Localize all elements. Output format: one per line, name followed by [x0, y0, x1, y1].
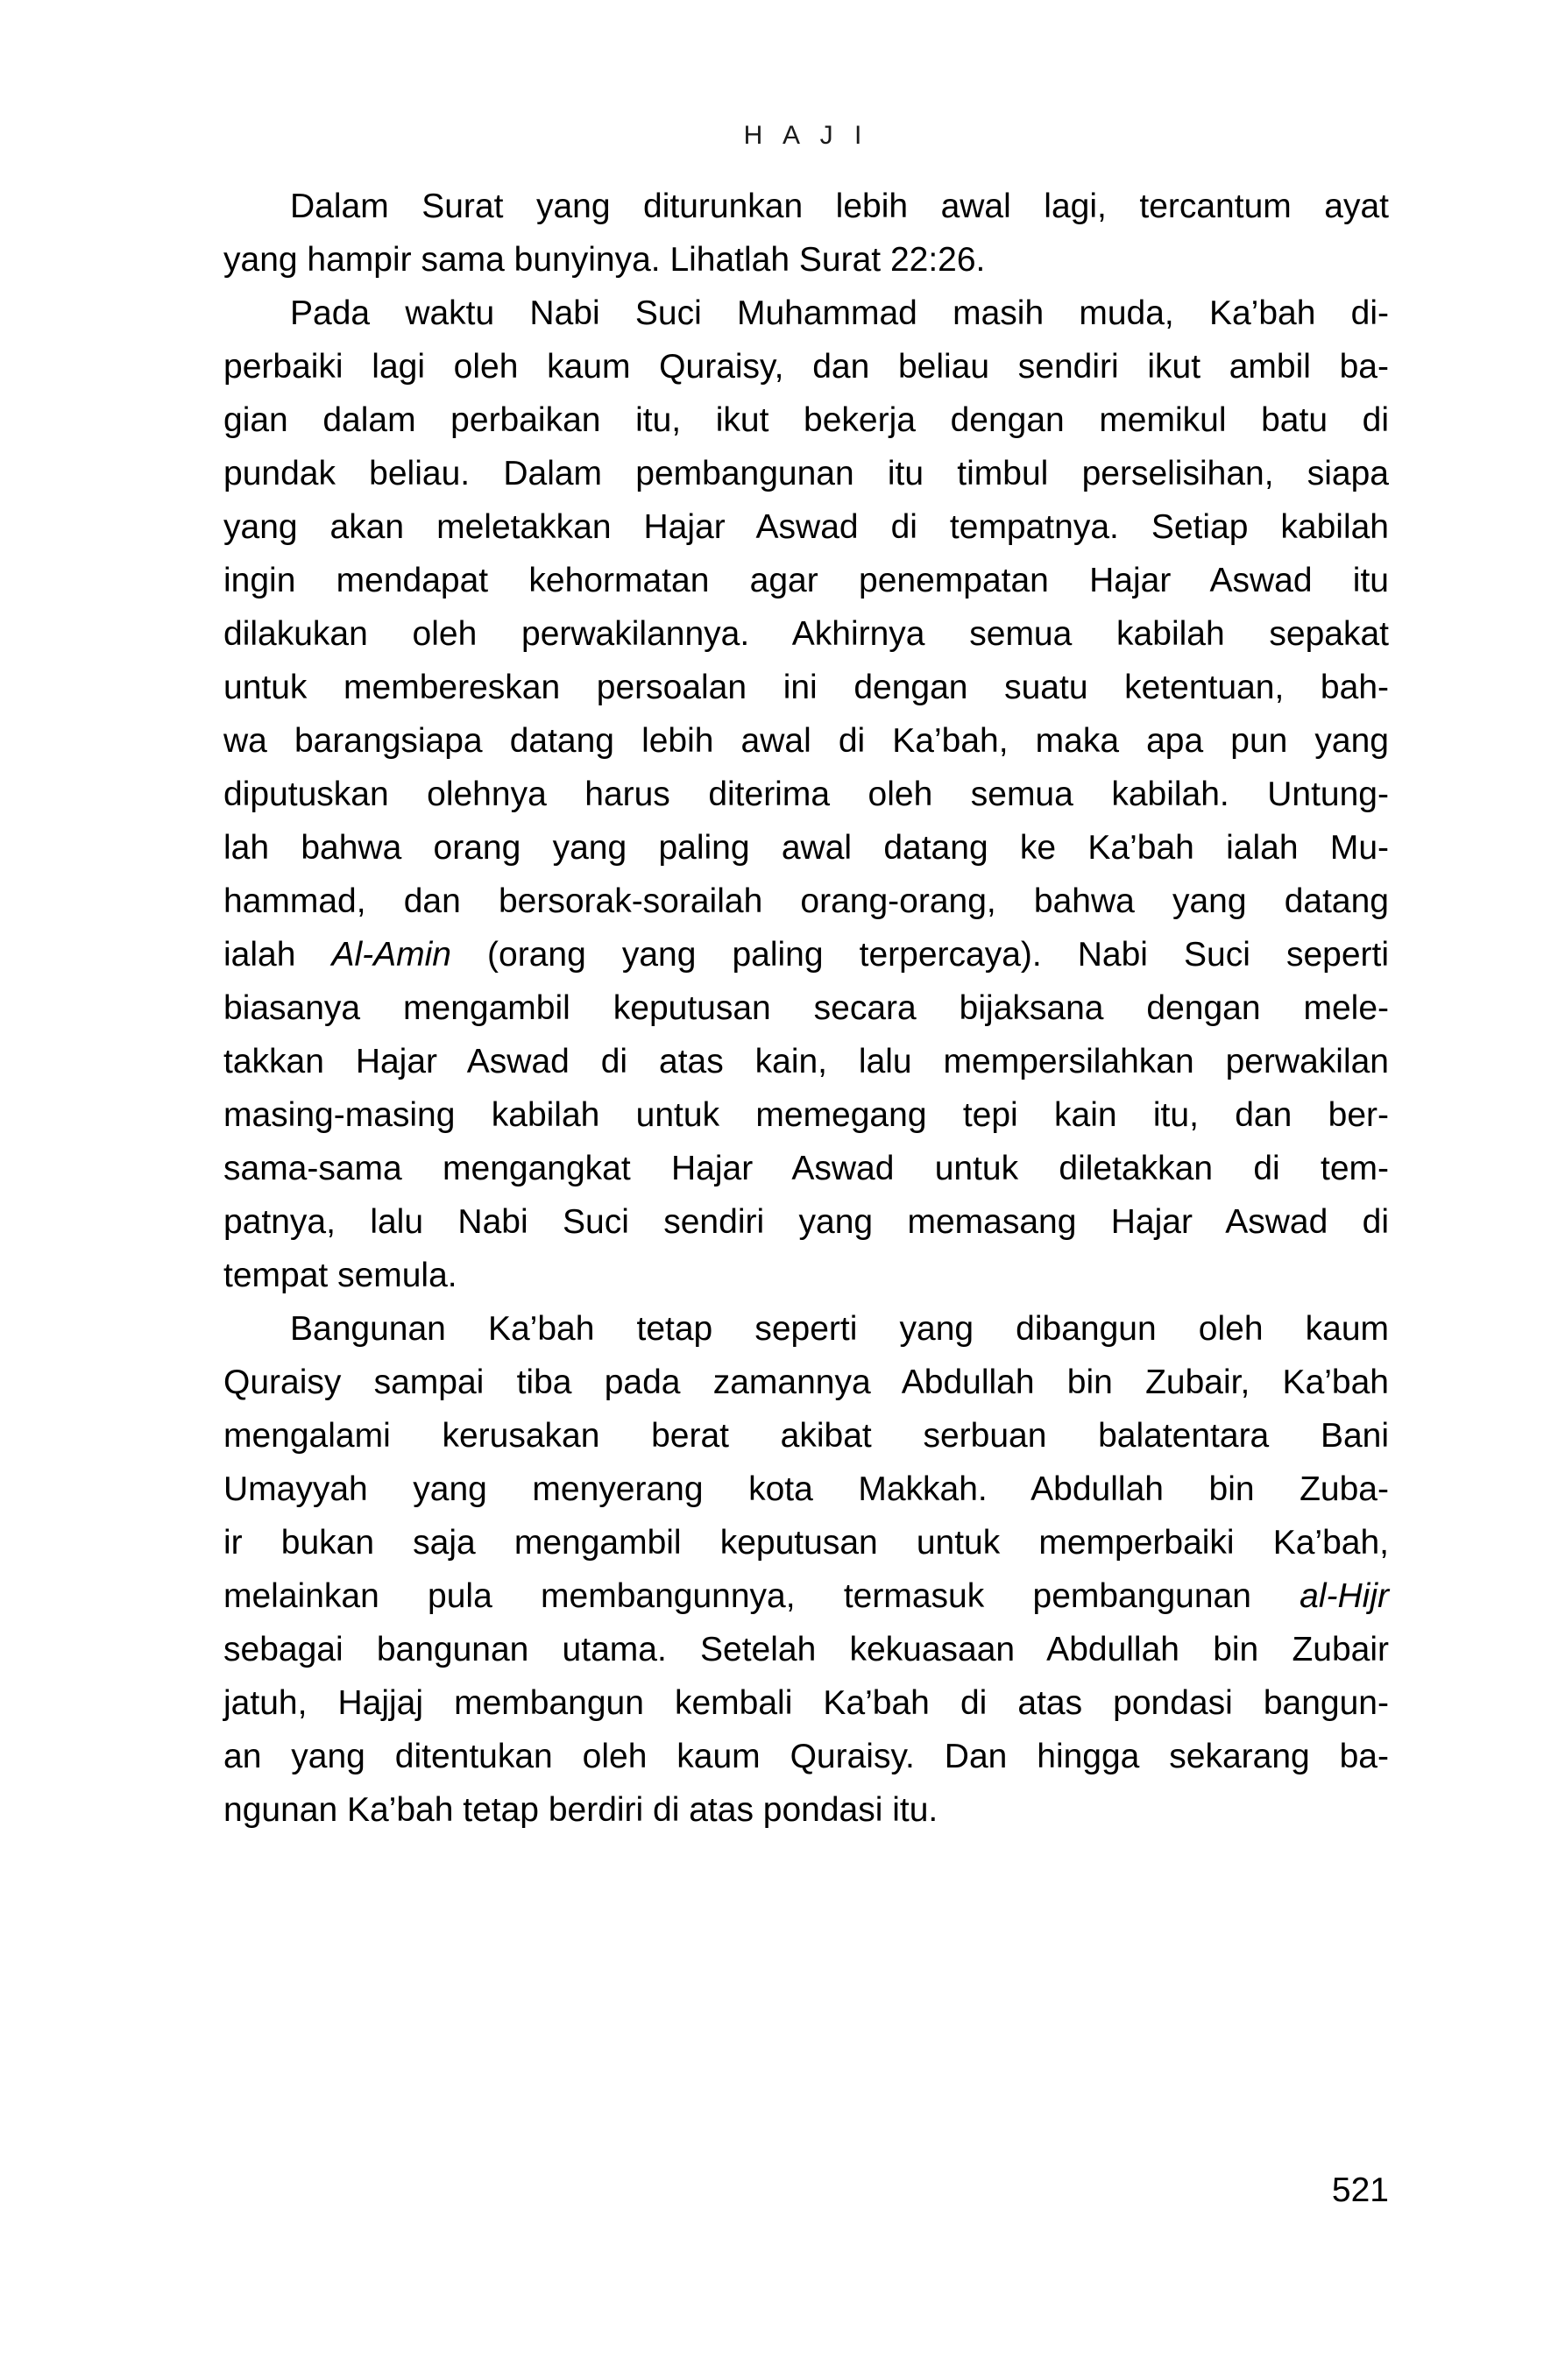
text-line [223, 928, 1389, 981]
page-number: 521 [1331, 2171, 1389, 2209]
text-line [223, 1676, 1389, 1730]
text-segment: yang akan meletakkan Hajar Aswad di tempatnya. Setiap kabilah [223, 508, 1389, 546]
text-segment: lah bahwa orang yang paling awal datang ke Ka’bah ialah Mu- [223, 829, 1389, 867]
text-segment: wa barangsiapa datang lebih awal di Ka’bah, maka apa pun yang [223, 722, 1389, 760]
text-line [223, 1783, 1389, 1837]
text-line [223, 447, 1389, 500]
paragraph [223, 180, 1389, 287]
text-segment: melainkan pula membangunnya, termasuk pembangunan [223, 1577, 1300, 1615]
text-segment: diputuskan olehnya harus diterima oleh semua kabilah. Untung- [223, 776, 1389, 813]
text-segment: sebagai bangunan utama. Setelah kekuasaan Abdullah bin Zubair [223, 1631, 1389, 1668]
text-segment: Bangunan Ka’bah tetap seperti yang dibangun oleh kaum [290, 1310, 1389, 1348]
text-segment: gian dalam perbaikan itu, ikut bekerja dengan memikul batu di [223, 401, 1389, 439]
text-line [223, 1623, 1389, 1676]
text-segment: mengalami kerusakan berat akibat serbuan balatentara Bani [223, 1417, 1389, 1455]
paragraph [223, 287, 1389, 1302]
text-line [223, 1516, 1389, 1569]
text-line [223, 1302, 1389, 1356]
text-line [223, 1249, 1389, 1302]
running-header: H A J I [743, 121, 869, 150]
text-line [223, 393, 1389, 447]
text-segment: Dalam Surat yang diturunkan lebih awal lagi, tercantum ayat [290, 188, 1389, 225]
text-segment: jatuh, Hajjaj membangun kembali Ka’bah di atas pondasi bangun- [223, 1684, 1389, 1722]
italic-text: Al-Amin [331, 936, 451, 974]
text-segment: dilakukan oleh perwakilannya. Akhirnya semua kabilah sepakat [223, 615, 1389, 653]
text-line [223, 287, 1389, 340]
text-segment: an yang ditentukan oleh kaum Quraisy. Dan hingga sekarang ba- [223, 1738, 1389, 1775]
paragraph [223, 1302, 1389, 1837]
text-segment: ialah [223, 936, 332, 974]
text-segment: (orang yang paling terpercaya). Nabi Suci seperti [451, 936, 1390, 974]
body-text [223, 180, 1389, 1837]
text-segment: tempat semula. [223, 1257, 457, 1294]
text-line [223, 233, 1389, 287]
text-segment: untuk membereskan persoalan ini dengan suatu ketentuan, bah- [223, 669, 1389, 706]
text-line [223, 607, 1389, 661]
text-line [223, 1356, 1389, 1409]
text-line [223, 661, 1389, 714]
text-line [223, 1195, 1389, 1249]
text-segment: sama-sama mengangkat Hajar Aswad untuk diletakkan di tem- [223, 1150, 1389, 1187]
text-segment: perbaiki lagi oleh kaum Quraisy, dan beliau sendiri ikut ambil ba- [223, 348, 1389, 386]
text-line [223, 1730, 1389, 1783]
text-line [223, 1569, 1389, 1623]
text-line [223, 1463, 1389, 1516]
text-segment: masing-masing kabilah untuk memegang tepi kain itu, dan ber- [223, 1096, 1389, 1134]
text-segment: patnya, lalu Nabi Suci sendiri yang memasang Hajar Aswad di [223, 1203, 1389, 1241]
text-line [223, 340, 1389, 393]
text-line [223, 554, 1389, 607]
text-line [223, 714, 1389, 768]
text-segment: pundak beliau. Dalam pembangunan itu timbul perselisihan, siapa [223, 455, 1389, 492]
text-segment: hammad, dan bersorak-sorailah orang-orang, bahwa yang datang [223, 882, 1389, 920]
text-segment: biasanya mengambil keputusan secara bijaksana dengan mele- [223, 989, 1389, 1027]
text-segment: takkan Hajar Aswad di atas kain, lalu mempersilahkan perwakilan [223, 1043, 1389, 1080]
text-segment: ngunan Ka’bah tetap berdiri di atas pondasi itu. [223, 1791, 938, 1829]
text-line [223, 1088, 1389, 1142]
text-line [223, 1142, 1389, 1195]
text-line [223, 821, 1389, 875]
text-segment: Quraisy sampai tiba pada zamannya Abdullah bin Zubair, Ka’bah [223, 1364, 1389, 1401]
text-line [223, 1409, 1389, 1463]
text-line [223, 500, 1389, 554]
text-line [223, 180, 1389, 233]
text-line [223, 768, 1389, 821]
italic-text: al-Hijr [1300, 1577, 1389, 1615]
text-segment: ingin mendapat kehormatan agar penempatan Hajar Aswad itu [223, 562, 1389, 599]
text-line [223, 875, 1389, 928]
text-segment: Umayyah yang menyerang kota Makkah. Abdullah bin Zuba- [223, 1470, 1389, 1508]
text-line [223, 981, 1389, 1035]
text-segment: ir bukan saja mengambil keputusan untuk memperbaiki Ka’bah, [223, 1524, 1389, 1562]
text-segment: Pada waktu Nabi Suci Muhammad masih muda, Ka’bah di- [290, 294, 1389, 332]
text-segment: yang hampir sama bunyinya. Lihatlah Surat 22:26. [223, 241, 986, 279]
text-line [223, 1035, 1389, 1088]
